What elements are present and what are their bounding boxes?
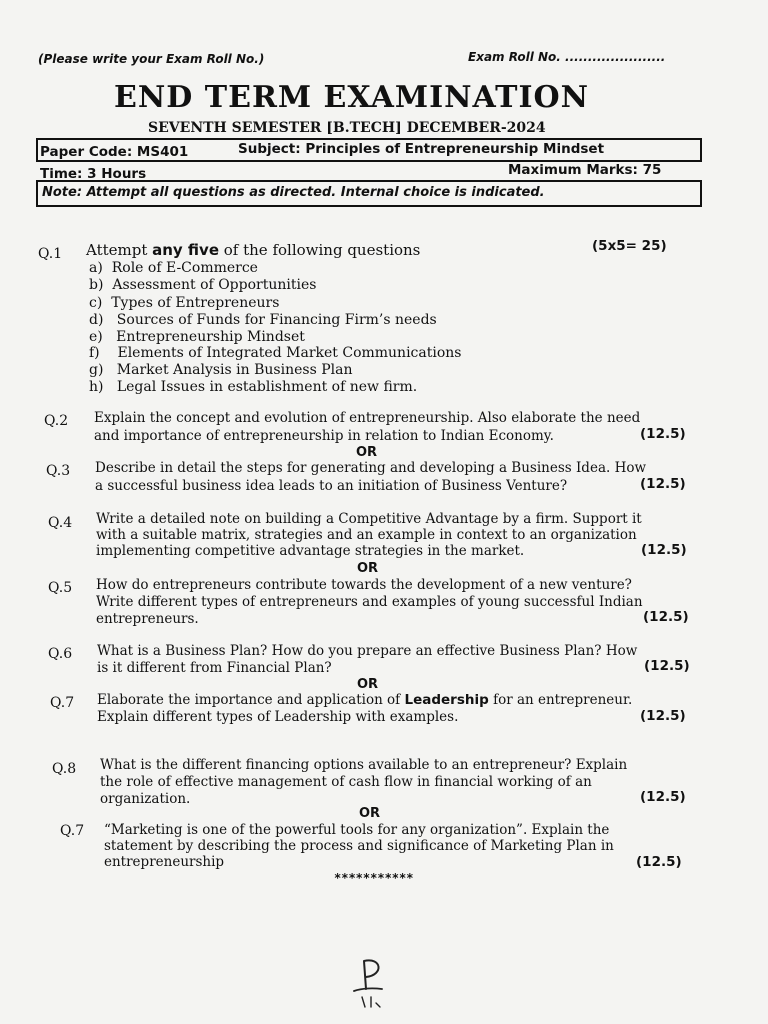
item-label: h)	[89, 379, 104, 395]
item-text: Assessment of Opportunities	[112, 277, 317, 293]
q7-suffix: for an entrepreneur.	[488, 692, 633, 708]
item-text: Entrepreneurship Mindset	[116, 329, 305, 345]
subject: Subject: Principles of Entrepreneurship Mindset	[238, 141, 605, 157]
semester-line: SEVENTH SEMESTER [B.TECH] DECEMBER-2024	[148, 120, 546, 136]
list-item	[89, 295, 279, 312]
list-item	[89, 277, 316, 294]
q1-suffix: of the following questions	[219, 241, 421, 259]
end-of-paper-mark: ***********	[334, 871, 414, 885]
page-title: END TERM EXAMINATION	[114, 80, 590, 115]
question-number: Q.7	[60, 823, 85, 839]
question-text-line: statement by describing the process and significance of Marketing Plan in	[104, 838, 614, 854]
question-text-line: is it different from Financial Plan?	[97, 660, 332, 676]
question-number: Q.8	[52, 761, 77, 777]
item-text: Sources of Funds for Financing Firm’s needs	[116, 312, 437, 328]
item-text: Types of Entrepreneurs	[111, 295, 280, 311]
question-marks: (5x5= 25)	[592, 238, 667, 254]
list-item	[89, 260, 258, 277]
item-label: g)	[89, 362, 104, 378]
question-text-line: Write a detailed note on building a Competitive Advantage by a firm. Support it	[96, 511, 642, 527]
or-separator: OR	[357, 677, 379, 692]
question-text-line: What is a Business Plan? How do you prepare an effective Business Plan? How	[97, 643, 638, 659]
question-marks: (12.5)	[641, 542, 687, 558]
q7-prefix: Elaborate the importance and application of	[97, 692, 405, 708]
item-label: c)	[89, 295, 103, 311]
item-label: f)	[89, 345, 100, 361]
question-marks: (12.5)	[643, 609, 689, 625]
question-text-line: a successful business idea leads to an initiation of Business Venture?	[95, 478, 568, 494]
question-text-line: the role of effective management of cash flow in financial working of an	[100, 774, 592, 790]
maximum-marks: Maximum Marks: 75	[508, 162, 662, 178]
question-text	[86, 241, 420, 259]
question-number: Q.2	[44, 413, 69, 429]
q7-emphasis: Leadership	[404, 692, 489, 708]
list-item	[89, 379, 417, 396]
q1-prefix: Attempt	[86, 241, 153, 259]
question-text-line: “Marketing is one of the powerful tools for any organization”. Explain the	[104, 822, 610, 838]
q1-emphasis: any five	[152, 241, 219, 259]
item-label: b)	[89, 277, 104, 293]
or-separator: OR	[356, 445, 378, 460]
question-marks: (12.5)	[640, 708, 686, 724]
question-number: Q.7	[50, 695, 75, 711]
item-label: e)	[89, 329, 103, 345]
question-number: Q.3	[46, 463, 71, 479]
question-text-line: Describe in detail the steps for generating and developing a Business Idea. How	[95, 460, 647, 476]
roll-number-instruction: (Please write your Exam Roll No.)	[38, 52, 265, 66]
question-marks: (12.5)	[640, 789, 686, 805]
question-text-line: with a suitable matrix, strategies and an example in context to an organization	[96, 527, 637, 543]
exam-time: Time: 3 Hours	[40, 166, 147, 182]
item-text: Legal Issues in establishment of new firm.	[116, 379, 418, 395]
question-text-line	[97, 692, 632, 708]
instructions-note: Note: Attempt all questions as directed. Internal choice is indicated.	[42, 185, 545, 200]
question-text-line: entrepreneurs.	[96, 611, 199, 627]
question-marks: (12.5)	[640, 476, 686, 492]
or-separator: OR	[357, 561, 379, 576]
list-item	[89, 312, 437, 329]
question-marks: (12.5)	[644, 658, 690, 674]
item-label: a)	[89, 260, 103, 276]
item-text: Elements of Integrated Market Communications	[117, 345, 462, 361]
list-item	[89, 329, 305, 346]
question-text-line: Write different types of entrepreneurs and examples of young successful Indian	[96, 594, 643, 610]
question-text-line: Explain the concept and evolution of entrepreneurship. Also elaborate the need	[94, 410, 641, 426]
exam-roll-number-label: Exam Roll No. ......................	[468, 50, 666, 64]
question-marks: (12.5)	[636, 854, 682, 870]
question-text-line: How do entrepreneurs contribute towards the development of a new venture?	[96, 577, 632, 593]
item-text: Role of E-Commerce	[111, 260, 258, 276]
question-number: Q.4	[48, 515, 73, 531]
question-text-line: What is the different financing options available to an entrepreneur? Explain	[100, 757, 628, 773]
question-number: Q.1	[38, 246, 63, 262]
handwritten-initial	[348, 955, 398, 1010]
paper-code: Paper Code: MS401	[40, 144, 189, 160]
question-marks: (12.5)	[640, 426, 686, 442]
question-text-line: entrepreneurship	[104, 854, 225, 870]
list-item	[89, 362, 352, 379]
item-text: Market Analysis in Business Plan	[116, 362, 353, 378]
or-separator: OR	[359, 806, 381, 821]
question-text-line: organization.	[100, 791, 191, 807]
item-label: d)	[89, 312, 104, 328]
list-item	[89, 345, 461, 362]
question-text-line: Explain different types of Leadership with examples.	[97, 709, 459, 725]
question-number: Q.6	[48, 646, 73, 662]
question-text-line: and importance of entrepreneurship in relation to Indian Economy.	[94, 428, 554, 444]
question-number: Q.5	[48, 580, 73, 596]
question-text-line: implementing competitive advantage strategies in the market.	[96, 543, 525, 559]
